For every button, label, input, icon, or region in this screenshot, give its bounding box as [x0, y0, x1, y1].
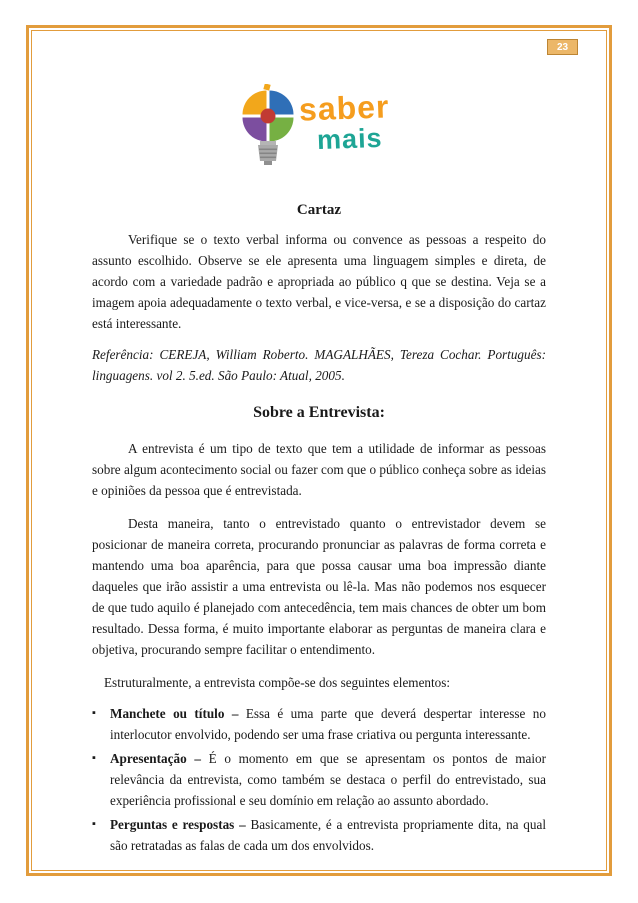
bullet-item-apresentacao [92, 748, 547, 811]
bullet-text: Essa é uma parte que deverá despertar interesse no interlocutor envolvido, podendo ser uma frase criativa ou pergunta interessante. [110, 706, 546, 742]
bullet-item-perguntas [92, 814, 546, 856]
heading-entrevista: Sobre a Entrevista: [253, 404, 385, 421]
paragraph-estruturalmente: Estruturalmente, a entrevista compõe-se dos seguintes elementos: [104, 675, 451, 690]
bullet-text: É o momento em que se apresentam os pontos de maior relevância da entrevista, como também se destaca o perfil do entrevistado, sua experiência profissional e seu domínio em relação ao assunto abordado. [110, 751, 547, 808]
bullet-text: Basicamente, é a entrevista propriamente dita, na qual são retratadas as falas de cada um dos envolvidos. [110, 817, 546, 853]
square-bullet-icon: ▪ [92, 752, 96, 764]
bullet-item-manchete [92, 703, 546, 745]
bullet-lead: Manchete ou título – [110, 706, 239, 721]
square-bullet-icon: ▪ [92, 818, 96, 830]
bullet-lead: Perguntas e respostas – [110, 817, 246, 832]
square-bullet-icon: ▪ [92, 707, 96, 719]
page-content [28, 28, 610, 873]
heading-cartaz: Cartaz [296, 202, 342, 218]
bullet-list [92, 703, 546, 856]
logo-text-mais: mais [316, 122, 384, 156]
paragraph-entrevista-1: A entrevista é um tipo de texto que tem a utilidade de informar as pessoas sobre algum acontecimento social ou fazer com que o público conheça sobre as ideias e opiniões da pessoa que é entrevistada. [92, 441, 546, 498]
paragraph-cartaz: Verifique se o texto verbal informa ou convence as pessoas a respeito do assunto escolhido. Observe se ele apresenta uma linguagem simples e direta, de acordo com a variedade padrão e apropriada ao público q que se destina. Veja se a imagem apoia adequadamente o texto verbal, e vice-versa, e se a disposição do cartaz está interessante. [92, 232, 546, 331]
page-number: 23 [556, 41, 569, 53]
logo [213, 84, 425, 178]
lightbulb-puzzle-icon [239, 84, 297, 172]
reference-text: Referência: CEREJA, William Roberto. MAGALHÃES, Tereza Cochar. Português: linguagens. vol 2. 5.ed. São Paulo: Atual, 2005. [92, 347, 546, 383]
bullet-lead: Apresentação – [110, 751, 201, 766]
logo-text-saber: saber [298, 88, 390, 128]
paragraph-entrevista-2: Desta maneira, tanto o entrevistado quanto o entrevistador devem se posicionar de maneira correta, procurando pronunciar as palavras de forma correta e mantendo uma boa aparência, para que possa causar uma boa impressão diante daqueles que irão assistir a uma entrevista ou lê-la. Mas não podemos nos esquecer de que tudo aquilo é planejado com antecedência, tem mais chances de obter um bom resultado. Dessa forma, é muito importante elaborar as perguntas de maneira clara e objetiva, procurando sempre facilitar o entendimento. [92, 516, 546, 657]
